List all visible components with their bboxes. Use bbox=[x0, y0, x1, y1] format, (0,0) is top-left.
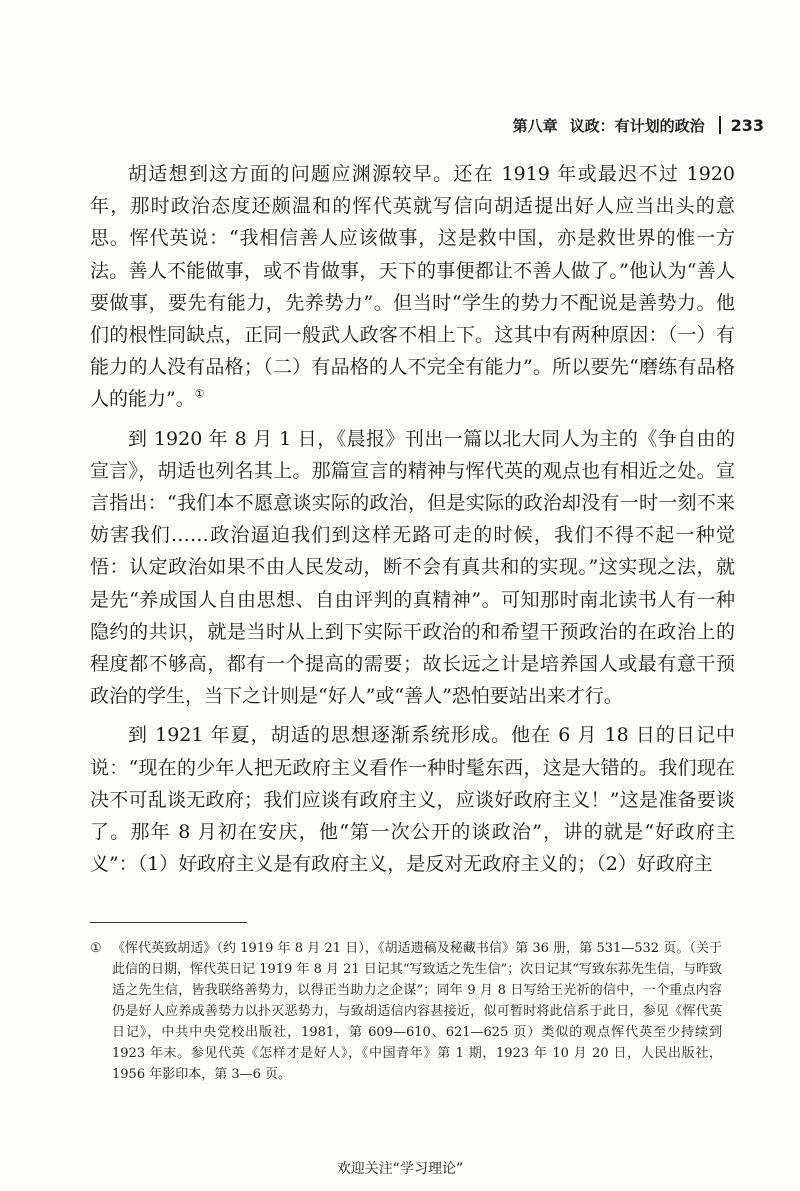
footnote bbox=[90, 938, 722, 1085]
header-divider bbox=[719, 116, 721, 134]
footnote-text: 《恽代英致胡适》（约 1919 年 8 月 21 日），《胡适遗稿及秘藏书信》第 36 册，第 531—532 页。（关于此信的日期，恽代英日记 1919 年 8 月 21 日记其“写致适之先生信”；次日记其“写致东荪先生信，与昨致适之先生信，皆我联络善势力，以得正当助力之企谋”；同年 9 月 8 日写给王光祈的信中，一个重点内容仍是好人应养成善势力以扑灭恶势力，与致胡适信内容甚接近，似可暂时将此信系于此日，参见《恽代英日记》，中共中央党校出版社，1981，第 609—610、621—625 页）类似的观点恽代英至少持续到 1923 年末。参见代英《怎样才是好人》，《中国青年》第 1 期，1923 年 10 月 20 日，人民出版社，1956 年影印本，第 3—6 页。 bbox=[112, 941, 722, 1082]
body-text bbox=[90, 158, 735, 887]
chapter-title: 议政：有计划的政治 bbox=[569, 116, 705, 135]
page-footer: 欢迎关注“学习理论” bbox=[336, 1161, 464, 1177]
paragraph-3: 到 1921 年夏，胡适的思想逐渐系统形成。他在 6 月 18 日的日记中说：“现在的少年人把无政府主义看作一种时髦东西，这是大错的。我们现在决不可乱谈无政府；我们应谈有政府主义，应谈好政府主义！”这是准备要谈了。那年 8 月初在安庆，他“第一次公开的谈政治”，讲的就是“好政府主义”：（1）好政府主义是有政府主义，是反对无政府主义的；（2）好政府主 bbox=[90, 724, 735, 876]
page-number: 233 bbox=[730, 115, 764, 135]
running-head bbox=[513, 113, 764, 137]
paragraph-1 bbox=[90, 158, 735, 416]
paragraph-1-text: 胡适想到这方面的问题应渊源较早。还在 1919 年或最迟不过 1920 年，那时政治态度还颇温和的恽代英就写信向胡适提出好人应当出头的意思。恽代英说：“我相信善人应该做事，这是救中国，亦是救世界的惟一方法。善人不能做事，或不肯做事，天下的事便都让不善人做了。”他认为“善人要做事，要先有能力，先养势力”。但当时“学生的势力不配说是善势力。他们的根性同缺点，正同一般武人政客不相上下。这其中有两种原因：（一）有能力的人没有品格；（二）有品格的人不完全有能力”。所以要先“磨练有品格人的能力”。 bbox=[90, 163, 735, 411]
footnote-reference: ① bbox=[194, 388, 205, 402]
footnote-marker: ① bbox=[90, 941, 102, 956]
chapter-label: 第八章 bbox=[512, 116, 558, 135]
paragraph-2: 到 1920 年 8 月 1 日，《晨报》刊出一篇以北大同人为主的《争自由的宣言》，胡适也列名其上。那篇宣言的精神与恽代英的观点也有相近之处。宣言指出：“我们本不愿意谈实际的政治，但是实际的政治却没有一时一刻不来妨害我们……政治逼迫我们到这样无路可走的时候，我们不得不起一种觉悟：认定政治如果不由人民发动，断不会有真共和的实现。”这实现之法，就是先“养成国人自由思想、自由评判的真精神”。可知那时南北读书人有一种隐约的共识，就是当时从上到下实际干政治的和希望干预政治的在政治上的程度都不够高，都有一个提高的需要；故长远之计是培养国人或最有意干预政治的学生，当下之计则是“好人”或“善人”恐怕要站出来才行。 bbox=[90, 427, 735, 708]
footnote-divider bbox=[90, 922, 247, 923]
